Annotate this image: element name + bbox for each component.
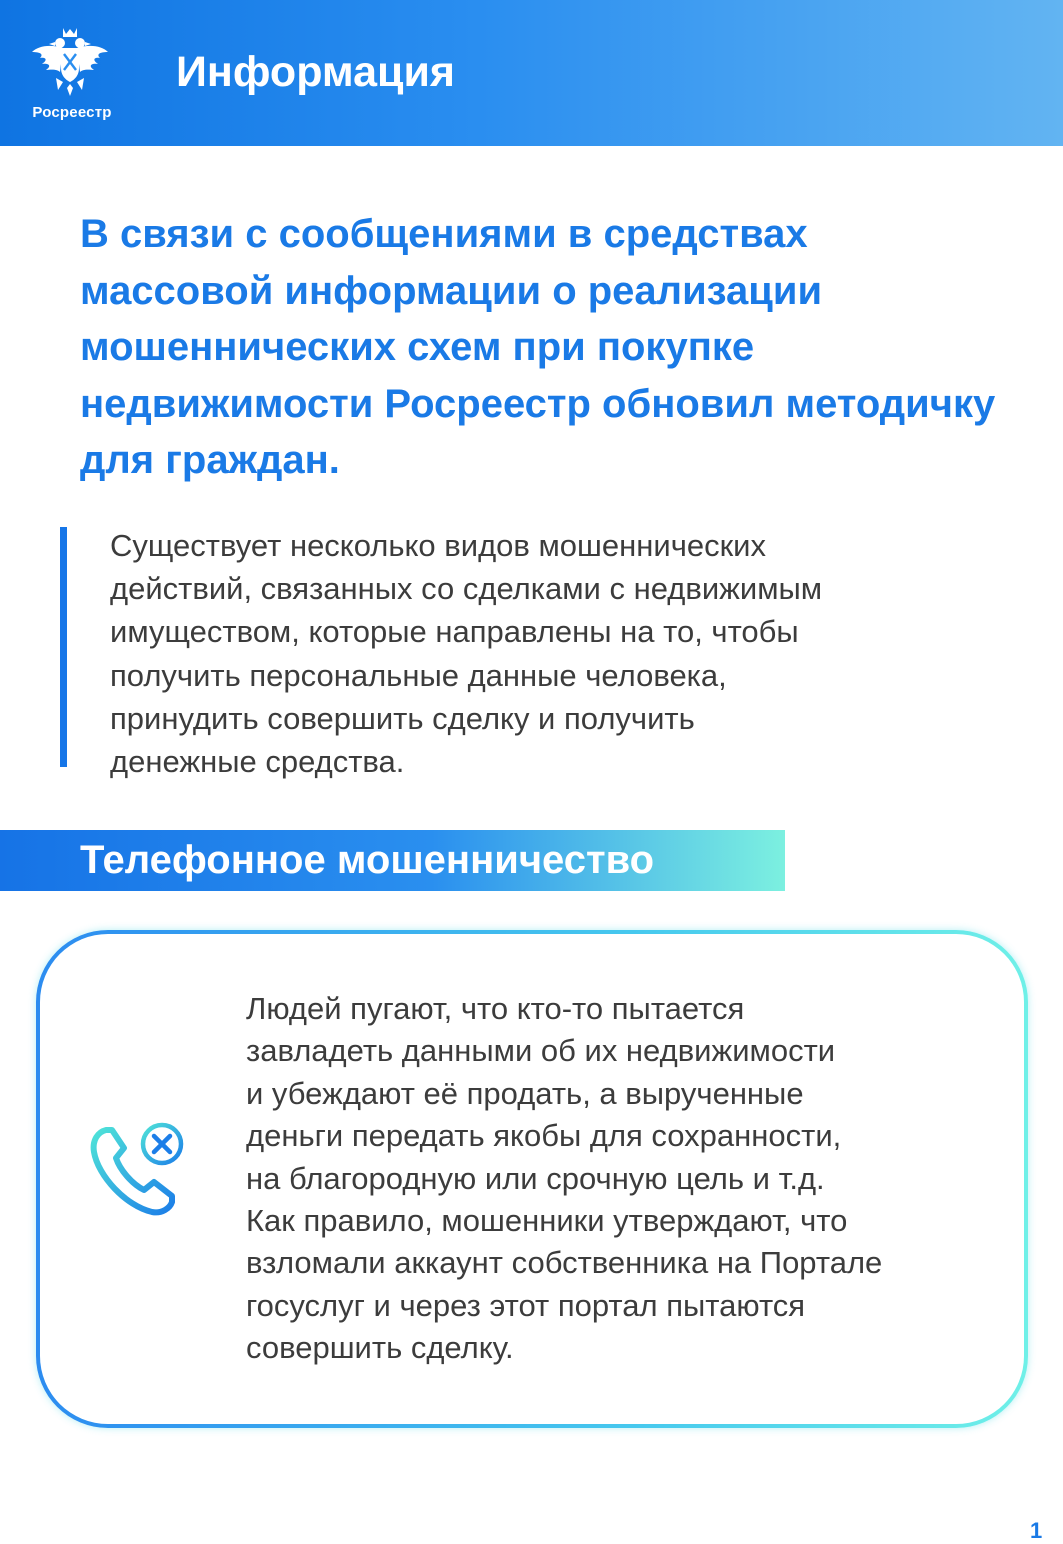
intro-line: принудить совершить сделку и получить bbox=[110, 700, 695, 736]
intro-line: действий, связанных со сделками с недвижимым bbox=[110, 571, 823, 607]
info-card bbox=[36, 930, 1028, 1428]
card-line: Людей пугают, что кто-то пытается bbox=[246, 991, 745, 1026]
rosreestr-eagle-emblem-icon bbox=[30, 24, 110, 100]
card-paragraph bbox=[246, 988, 1006, 1370]
card-line: завладеть данными об их недвижимости bbox=[246, 1033, 836, 1069]
card-line: взломали аккаунт собственника на Портале bbox=[246, 1245, 883, 1281]
card-line: на благородную или срочную цель и т.д. bbox=[246, 1160, 825, 1196]
page-number: 1 bbox=[1030, 1518, 1043, 1543]
card-line: и убеждают её продать, а вырученные bbox=[246, 1075, 804, 1111]
logo-text: Росреестр bbox=[32, 104, 112, 121]
intro-line: Существует несколько видов мошеннических bbox=[110, 528, 766, 563]
card-line: деньги передать якобы для сохранности, bbox=[246, 1118, 842, 1154]
headline: В связи с сообщениями в средствах массовой информации о реализации мошеннических схем при покупке недвижимости Росреестр обновил методичку для граждан. bbox=[80, 212, 996, 482]
intro-paragraph bbox=[110, 524, 1010, 783]
page-title: Информация bbox=[176, 48, 456, 96]
quote-accent-bar bbox=[60, 527, 67, 767]
intro-line: получить персональные данные человека, bbox=[110, 657, 727, 693]
phone-cancel-icon bbox=[88, 1118, 188, 1228]
info-card-body bbox=[40, 934, 1024, 1424]
header-banner bbox=[0, 0, 1063, 146]
intro-line: денежные средства. bbox=[110, 744, 405, 780]
intro-line: имуществом, которые направлены на то, чтобы bbox=[110, 614, 799, 650]
section-title: Телефонное мошенничество bbox=[80, 838, 655, 882]
card-line: Как правило, мошенники утверждают, что bbox=[246, 1203, 848, 1239]
section-header-band bbox=[0, 830, 785, 891]
card-line: госуслуг и через этот портал пытаются bbox=[246, 1287, 806, 1323]
card-line: совершить сделку. bbox=[246, 1330, 514, 1366]
